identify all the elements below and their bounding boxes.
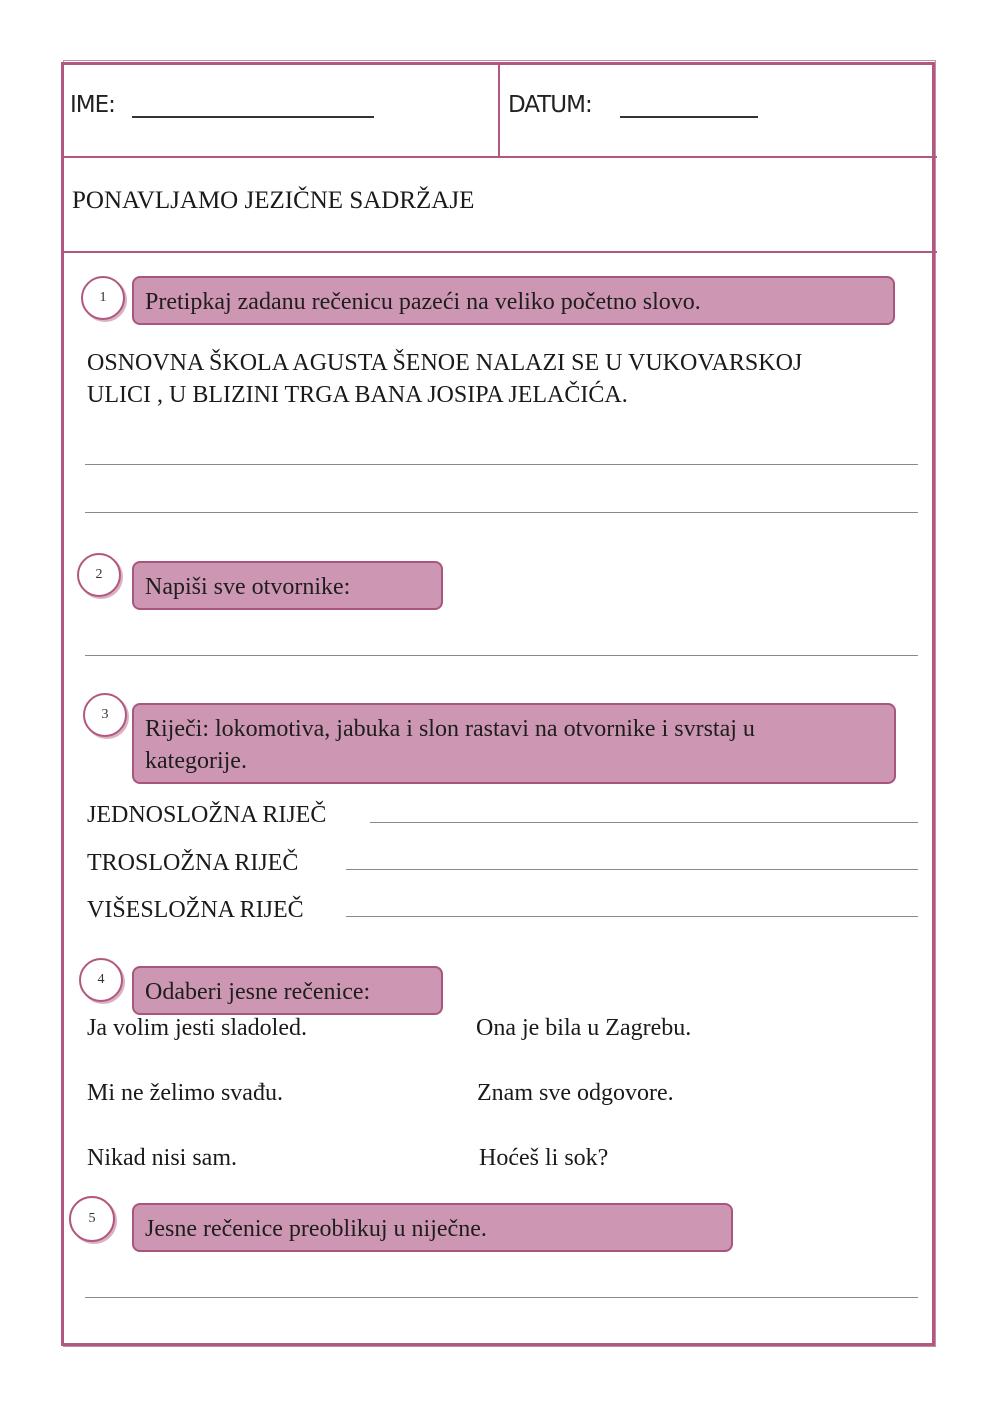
task-1-answer-line-1[interactable] [85,464,918,465]
name-field[interactable] [132,116,374,118]
task-4-instruction: Odaberi jesne rečenice: [132,966,443,1015]
task-1-sentence-line-2: ULICI , U BLIZINI TRGA BANA JOSIPA JELAČIĆA. [87,382,628,408]
header-vertical-divider [498,62,500,158]
title-divider [61,251,937,253]
task-4-number-badge [79,958,123,1002]
task-5-answer-line[interactable] [85,1297,918,1298]
task-1-number: 1 [99,290,107,305]
category-one-syllable-answer-line[interactable] [370,822,918,823]
page-title: PONAVLJAMO JEZIČNE SADRŽAJE [72,187,475,214]
task-3-number: 3 [101,707,109,722]
task-2-number: 2 [95,567,103,582]
task-2-instruction: Napiši sve otvornike: [132,561,443,610]
task-5-number: 5 [88,1211,96,1226]
task-4-number: 4 [97,972,105,987]
date-field[interactable] [620,116,758,118]
category-multi-syllable-label: VIŠESLOŽNA RIJEČ [87,897,304,923]
task-2-answer-line[interactable] [85,655,918,656]
task-1-answer-line-2[interactable] [85,512,918,513]
task-3-instruction-line-1: Riječi: lokomotiva, jabuka i slon rastavi na otvornike i svrstaj u [145,716,755,742]
sentence-option-5[interactable]: Nikad nisi sam. [87,1145,237,1171]
category-three-syllable-label: TROSLOŽNA RIJEČ [87,850,299,876]
sentence-option-2[interactable]: Ona je bila u Zagrebu. [476,1015,692,1041]
sentence-option-1[interactable]: Ja volim jesti sladoled. [87,1015,307,1041]
task-3-instruction [132,703,896,784]
task-5-number-badge [69,1196,115,1242]
task-2-number-badge [77,553,121,597]
task-1-sentence-line-1: OSNOVNA ŠKOLA AGUSTA ŠENOE NALAZI SE U VUKOVARSKOJ [87,350,803,376]
task-1-instruction: Pretipkaj zadanu rečenicu pazeći na veliko početno slovo. [132,276,895,325]
sentence-option-4[interactable]: Znam sve odgovore. [477,1080,674,1106]
category-multi-syllable-answer-line[interactable] [346,916,918,917]
task-3-number-badge [83,693,127,737]
name-label: IME: [70,92,115,118]
date-label: DATUM: [508,92,592,118]
category-one-syllable-label: JEDNOSLOŽNA RIJEČ [87,802,327,828]
task-5-instruction: Jesne rečenice preoblikuj u niječne. [132,1203,733,1252]
sentence-option-3[interactable]: Mi ne želimo svađu. [87,1080,283,1106]
task-3-instruction-line-2: kategorije. [145,748,247,774]
sentence-option-6[interactable]: Hoćeš li sok? [479,1145,609,1171]
task-1-number-badge [81,276,125,320]
category-three-syllable-answer-line[interactable] [346,869,918,870]
